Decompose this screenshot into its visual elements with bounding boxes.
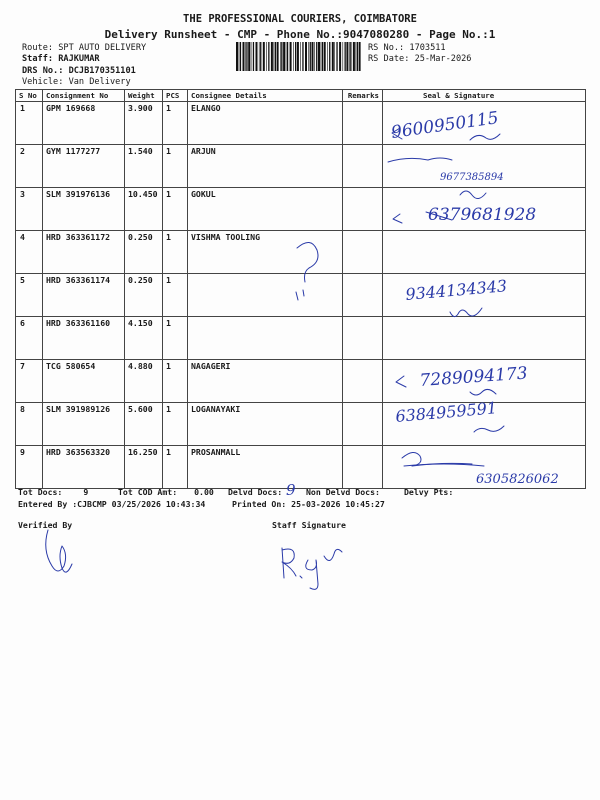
cell-sno: 3 [16, 188, 43, 231]
svg-text:6384959591: 6384959591 [394, 398, 498, 426]
cell-consignee: LOGANAYAKI [188, 403, 343, 446]
col-pcs: PCS [163, 90, 188, 102]
cell-consignment: GPM 169668 [43, 102, 125, 145]
cell-sno: 9 [16, 446, 43, 489]
cell-sno: 8 [16, 403, 43, 446]
cell-sno: 2 [16, 145, 43, 188]
cell-pcs: 1 [163, 274, 188, 317]
cell-weight: 0.250 [125, 274, 163, 317]
signature-row-1 [390, 108, 500, 143]
cell-consignment: HRD 363361160 [43, 317, 125, 360]
staff-signature-label: Staff Signature [272, 520, 346, 530]
svg-text:9600950115: 9600950115 [389, 108, 500, 143]
staff-signature-scribble [282, 548, 342, 589]
cell-pcs: 1 [163, 188, 188, 231]
cell-consignment: GYM 1177277 [43, 145, 125, 188]
cell-consignment: HRD 363361172 [43, 231, 125, 274]
col-sno: S No [16, 90, 43, 102]
cell-sno: 1 [16, 102, 43, 145]
rs-number: RS No.: 1703511 [368, 43, 446, 53]
signature-row-8 [395, 398, 504, 432]
cell-consignee: ELANGO [188, 102, 343, 145]
non-delvd-docs-label: Non Delvd Docs: [306, 487, 380, 497]
cell-pcs: 1 [163, 360, 188, 403]
col-weight: Weight [125, 90, 163, 102]
cell-sno: 7 [16, 360, 43, 403]
vehicle-label: Vehicle: Van Delivery [22, 77, 131, 87]
svg-text:9: 9 [286, 481, 296, 499]
tot-docs-value: 9 [83, 487, 89, 497]
cell-consignment: SLM 391989126 [43, 403, 125, 446]
svg-text:9677385894: 9677385894 [440, 172, 504, 183]
cell-weight: 4.880 [125, 360, 163, 403]
cell-pcs: 1 [163, 231, 188, 274]
svg-text:6305826062: 6305826062 [476, 472, 559, 487]
cell-consignee: GOKUL [188, 188, 343, 231]
question-mark-row-4-5 [296, 242, 318, 300]
cell-consignment: HRD 363361174 [43, 274, 125, 317]
runsheet-subtitle: Delivery Runsheet - CMP - Phone No.:9047080280 - Page No.:1 [104, 28, 496, 41]
delivered-docs-handwritten [286, 481, 296, 499]
tot-cod-value: 0.00 [194, 487, 214, 497]
col-seal-signature: Seal & Signature [383, 90, 586, 102]
svg-text:9344134343: 9344134343 [404, 276, 508, 304]
cell-weight: 10.450 [125, 188, 163, 231]
cell-weight: 1.540 [125, 145, 163, 188]
col-consignee: Consignee Details [188, 90, 343, 102]
cell-pcs: 1 [163, 145, 188, 188]
drs-number: DRS No.: DCJB170351101 [22, 66, 136, 76]
cell-consignment: HRD 363563320 [43, 446, 125, 489]
cell-pcs: 1 [163, 403, 188, 446]
cell-weight: 4.150 [125, 317, 163, 360]
tot-docs-label: Tot Docs: [18, 487, 63, 497]
verified-by-label: Verified By [18, 520, 73, 530]
svg-text:6379681928: 6379681928 [428, 205, 537, 225]
cell-consignment: SLM 391976136 [43, 188, 125, 231]
cell-consignment: TCG 580654 [43, 360, 125, 403]
svg-text:7289094173: 7289094173 [418, 363, 529, 391]
cell-pcs: 1 [163, 317, 188, 360]
cell-sno: 6 [16, 317, 43, 360]
cell-weight: 0.250 [125, 231, 163, 274]
cell-sno: 4 [16, 231, 43, 274]
signature-row-5 [405, 276, 508, 316]
cell-sno: 5 [16, 274, 43, 317]
cell-weight: 3.900 [125, 102, 163, 145]
signature-row-7 [396, 363, 528, 395]
cell-consignee: ARJUN [188, 145, 343, 188]
route-label: Route: SPT AUTO DELIVERY [22, 43, 147, 53]
verified-by-signature [46, 530, 72, 572]
cell-weight: 16.250 [125, 446, 163, 489]
tot-cod-label: Tot COD Amt: [118, 487, 178, 497]
cell-pcs: 1 [163, 102, 188, 145]
entered-by: Entered By :CJBCMP 03/25/2026 10:43:34 [18, 499, 206, 509]
cell-consignee: NAGAGERI [188, 360, 343, 403]
col-remarks: Remarks [343, 90, 383, 102]
company-title: THE PROFESSIONAL COURIERS, COIMBATORE [183, 13, 417, 25]
delvd-docs-label: Delvd Docs: [228, 487, 283, 497]
cell-consignee: VISHMA TOOLING [188, 231, 343, 274]
printed-on: Printed On: 25-03-2026 10:45:27 [232, 499, 385, 509]
rs-date: RS Date: 25-Mar-2026 [368, 54, 472, 64]
signature-row-2 [388, 158, 504, 183]
cell-consignee: PROSANMALL [188, 446, 343, 489]
cell-pcs: 1 [163, 446, 188, 489]
cell-weight: 5.600 [125, 403, 163, 446]
signature-row-9 [402, 452, 559, 487]
delvy-pts-label: Delvy Pts: [404, 487, 454, 497]
col-consignment: Consignment No [43, 90, 125, 102]
signature-row-3 [393, 191, 536, 225]
staff-label: Staff: RAJKUMAR [22, 54, 100, 64]
